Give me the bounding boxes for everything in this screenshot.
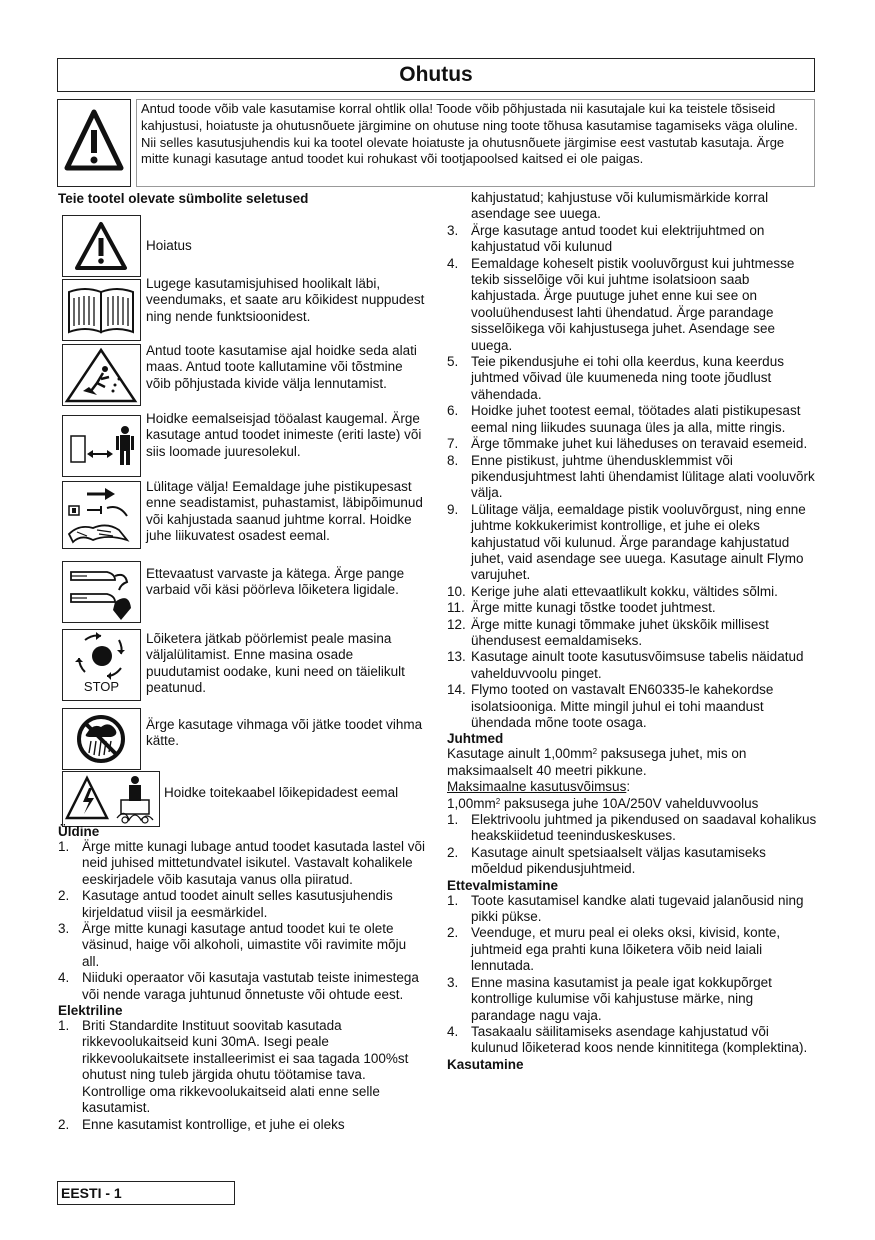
unplug-icon: [63, 482, 140, 548]
symbol-warning-box: [62, 215, 141, 277]
warning-triangle-icon: [58, 100, 130, 186]
list-item: 10. Kerige juhe alati ettevaatlikult kokku, vältides sõlmi.: [447, 583, 778, 599]
list-item: kahjustatud; kahjustuse või kulumismärkide korral asendage see uuega.: [471, 190, 769, 222]
symbol-manual-box: [62, 279, 141, 341]
list-item: 2. Veenduge, et muru peal ei oleks oksi, kivisid, konte, juhtmeid ega prahti kuna lõiketera võib neid laiali lennutada.: [447, 925, 781, 974]
list-item: 7. Ärge tõmmake juhet kui läheduses on teravaid esemeid.: [447, 436, 808, 452]
symbol-blade-fingers-box: [62, 561, 141, 623]
list-item: 4. Tasakaalu säilitamiseks asendage kahjustatud või kulunud lõiketerad koos nende kinnititega (komplektina).: [447, 1023, 808, 1056]
symbol-text: Ärge kasutage vihmaga või jätke toodet vihma kätte.: [146, 717, 423, 749]
manual-book-icon: [63, 280, 140, 340]
symbol-bystanders-box: [62, 415, 141, 477]
symbol-cable-hazard-box: [62, 771, 160, 827]
keep-bystanders-away-icon: [63, 416, 140, 476]
warning-triangle-icon: [63, 216, 140, 276]
list-item: 12. Ärge mitte kunagi tõmmake juhet ükskõik millisest ühendusest eemaldamiseks.: [447, 616, 769, 648]
stop-label: STOP: [83, 679, 120, 694]
symbol-text: Lugege kasutamisjuhised hoolikalt läbi, veendumaks, et saate aru kõikidest nuppudest ning nende funktsioonidest.: [146, 276, 425, 324]
symbol-flying-objects-box: [62, 344, 141, 406]
electrical-list: [58, 1018, 426, 1133]
cable-hazard-icon: [63, 772, 159, 826]
preparation-heading: Ettevalmistamine: [447, 877, 559, 893]
list-item: 13. Kasutage ainult toote kasutusvõimsuse tabelis näidatud vahelduvvoolu pinget.: [447, 649, 804, 681]
cables-text: Kasutage ainult $1,00mm^2$ paksusega juhet, mis on maksimaalselt 40 meetri pikkune.: [447, 746, 747, 778]
list-item: 1. Elektrivoolu juhtmed ja pikendused on saadaval kohalikus heakskiidetud teeninduskeskuses.: [447, 812, 817, 844]
symbol-no-rain-box: [62, 708, 141, 770]
list-item: 2. Kasutage ainult spetsiaalselt väljas kasutamiseks mõeldud pikendusjuhtmeid.: [447, 844, 766, 877]
max-capacity-value: $1,00mm^2$ paksusega juhe 10A/250V vahelduvvoolus: [447, 795, 759, 811]
list-item: 3. Ärge mitte kunagi kasutage antud toodet kui te olete väsinud, haige või alkoholi, uimastite või ravimite mõju all.: [58, 921, 407, 969]
symbol-text: Ettevaatust varvaste ja kätega. Ärge pange varbaid või käsi pöörleva lõiketera ligidale.: [146, 566, 405, 598]
general-list: [58, 839, 426, 1003]
blade-fingers-icon: [63, 562, 140, 622]
list-item: 1. Toote kasutamisel kandke alati tugevaid jalanõusid ning pikki pükse.: [447, 892, 804, 925]
safety-warning: [57, 99, 815, 187]
symbol-text: Lülitage välja! Eemaldage juhe pistikupesast enne seadistamist, puhastamist, läbipõimunud või kahjustada saanud juhtme korral. Hoidke juhe liikuvatest osadest eemal.: [146, 479, 423, 544]
symbols-heading: Teie tootel olevate sümbolite seletused: [58, 191, 309, 206]
max-capacity-label: Maksimaalne kasutusvõimsus:: [447, 779, 631, 795]
page-footer: EESTI - 1: [57, 1181, 235, 1205]
symbol-text: Lõiketera jätkab pöörlemist peale masina väljalülitamist. Enne masina osade puudutamist oodake, kuni need on täielikult peatunud.: [146, 631, 405, 696]
page-title: Ohutus: [399, 63, 473, 86]
list-item: 2. Kasutage antud toodet ainult selles kasutusjuhendis kirjeldatud viisil ja eesmärkidel.: [58, 888, 393, 920]
symbol-unplug-box: [62, 481, 141, 549]
warning-icon-box: [57, 99, 131, 187]
symbol-text: Hoidke eemalseisjad tööalast kaugemal. Ärge kasutage antud toodet inimeste (eriti laste) või siis loomade juuresolekul.: [146, 411, 422, 459]
flying-objects-icon: [63, 345, 140, 405]
symbol-text: Hoidke toitekaabel lõikepidadest eemal: [164, 785, 399, 800]
cables-list: [447, 812, 817, 878]
symbol-text: Antud toote kasutamise ajal hoidke seda alati maas. Antud toote kallutamine või tõstmine võib põhjustada kivide välja lennutamist.: [146, 343, 417, 391]
list-item: 11. Ärge mitte kunagi tõstke toodet juhtmest.: [447, 600, 716, 616]
list-item: 9. Lülitage välja, eemaldage pistik vooluvõrgust, ning enne juhtme kokkukerimist kontrollige, et juhe ei oleks kahjustatud või kulunud. Ärge parandage kahjustatud juhet, vaid asendage see uuega. Kasutage ainult Flymo varujuhet.: [447, 501, 806, 583]
list-item: 3. Ärge kasutage antud toodet kui elektrijuhtmed on kahjustatud või kulunud: [447, 222, 765, 255]
warning-text: Antud toode võib vale kasutamise korral ohtlik olla! Toode võib põhjustada nii kasutajale kui ka teistele tõsiseid kahjustusi, hoiatuste ja ohutusnõuete järgimine on ohutuse ning toote tõhusa kasutamise tagamiseks väga oluline. Nii selles kasutusjuhendis kui ka tootel olevate hoiatuste ja ohutusnõuete järgimise eest vastutab kasutaja. Ärge mitte kunagi kasutage antud toodet kui rohukast või tootjapoolsed kaitsed ei ole paigas.: [136, 99, 815, 187]
preparation-list: [447, 893, 817, 1057]
right-column: [447, 190, 817, 1072]
symbol-text: Hoiatus: [146, 238, 192, 253]
list-item: 5. Teie pikendusjuhe ei tohi olla keerdus, kuna keerdus juhtmed võivad üle kuumeneda ning toote jõudlust vähendada.: [447, 354, 784, 402]
usage-heading: Kasutamine: [447, 1056, 524, 1072]
page-title-box: [57, 58, 815, 92]
general-section: [58, 824, 426, 1133]
no-rain-icon: [63, 709, 140, 769]
list-item: 8. Enne pistikust, juhtme ühendusklemmist või pikendusjuhtmest lahti ühendamist lülitage alati vooluvõrk välja.: [447, 452, 815, 501]
list-item: 4. Niiduki operaator või kasutaja vastutab teiste inimestega või nende varaga juhtunud õnnetuste või ohtude eest.: [58, 970, 419, 1002]
symbol-blade-stop-box: [62, 629, 141, 701]
general-heading: Üldine: [58, 824, 100, 839]
list-item: 1. Ärge mitte kunagi lubage antud toodet kasutada lastel või neid juhised mittetundvatel isikutel. Vastavalt kohalikele eeskirjadele võib kasutaja vanus olla piiratud.: [58, 839, 425, 887]
list-item: 1. Briti Standardite Instituut soovitab kasutada rikkevoolukaitseid kuni 30mA. Isegi peale rikkevoolukaitsete installeerimist ei saa tagada 100%st ohutust ning tuleb järgida ohutu töötamise tava. Kontrollige oma rikkevoolukaitseid alati enne selle kasutamist.: [58, 1018, 409, 1116]
cables-heading: Juhtmed: [447, 731, 504, 747]
list-item: 14. Flymo tooted on vastavalt EN60335-le kahekordse isolatsiooniga. Mitte mingil juhul ei tohi maandust ühendada mõne toote osaga.: [447, 682, 774, 730]
list-item: 3. Enne masina kasutamist ja peale igat kokkupõrget kontrollige kulumise või kahjustuse märke, ning parandage nagu vaja.: [447, 974, 772, 1023]
list-item: 2. Enne kasutamist kontrollige, et juhe ei oleks: [58, 1116, 345, 1132]
list-item: 4. Eemaldage koheselt pistik vooluvõrgust kui juhtmesse tekib sisselõige või kui juhtme isolatsioon saab kahjustada. Ärge puutuge juhet enne kui see on vooluühendusest lahti ühendatud. Ärge parandage sisselõikega või kahjustusega juhet. Asendage see uuega.: [447, 255, 795, 353]
electrical-list-continued: [447, 190, 817, 731]
list-item: 6. Hoidke juhet tootest eemal, töötades alati pistikupesast eemal ning liikudes suunaga üles ja alla, mitte ringis.: [447, 403, 801, 435]
electrical-heading: Elektriline: [58, 1003, 123, 1019]
